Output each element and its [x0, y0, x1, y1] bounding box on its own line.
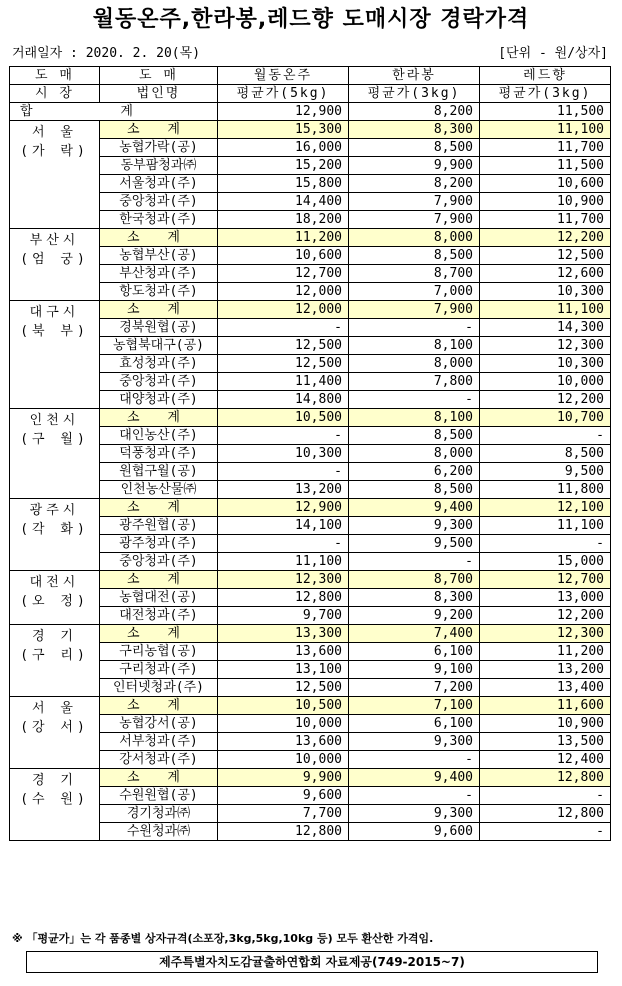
table-row [10, 733, 611, 751]
market-region-line: 경 기 [32, 629, 77, 644]
total-value: 11,500 [480, 103, 611, 121]
table-row [10, 355, 611, 373]
corp-name: 대양청과(주) [100, 391, 218, 409]
price-cell: 11,200 [480, 643, 611, 661]
corp-name: 중앙청과(주) [100, 373, 218, 391]
price-cell: 15,000 [480, 553, 611, 571]
subtotal-label: 소 계 [100, 769, 218, 787]
table-row [10, 517, 611, 535]
table-row [10, 373, 611, 391]
corp-name: 경기청과㈜ [100, 805, 218, 823]
market-region-line: (오 정) [20, 594, 89, 609]
market-region-line: 대구시 [29, 305, 80, 320]
price-cell: 11,500 [480, 157, 611, 175]
price-cell: 8,700 [349, 265, 480, 283]
table-row [10, 463, 611, 481]
corp-name: 중앙청과(주) [100, 193, 218, 211]
price-cell: - [349, 319, 480, 337]
market-region [10, 301, 100, 409]
header-price-1: 평균가(5kg) [218, 85, 349, 103]
subtotal-value: 12,100 [480, 499, 611, 517]
market-region-line: (각 화) [20, 522, 89, 537]
subtotal-label: 소 계 [100, 229, 218, 247]
total-row [10, 103, 611, 121]
corp-name: 강서청과(주) [100, 751, 218, 769]
price-cell: 9,300 [349, 805, 480, 823]
price-cell: - [480, 823, 611, 841]
total-value: 12,900 [218, 103, 349, 121]
price-cell: 8,100 [349, 337, 480, 355]
price-cell: 9,300 [349, 517, 480, 535]
trade-date: 거래일자 : 2020. 2. 20(목) [12, 46, 201, 61]
corp-name: 서울청과(주) [100, 175, 218, 193]
price-cell: 11,100 [480, 517, 611, 535]
price-cell: 10,900 [480, 193, 611, 211]
subtotal-row [10, 409, 611, 427]
subtotal-label: 소 계 [100, 301, 218, 319]
market-region-line: (구 월) [20, 432, 89, 447]
market-region-line: (강 서) [20, 720, 89, 735]
price-cell: 13,200 [218, 481, 349, 499]
header-product-1: 월동온주 [218, 67, 349, 85]
corp-name: 수원원협(공) [100, 787, 218, 805]
corp-name: 원협구월(공) [100, 463, 218, 481]
corp-name: 구리청과(주) [100, 661, 218, 679]
subtotal-row [10, 697, 611, 715]
table-row [10, 445, 611, 463]
subtotal-label: 소 계 [100, 697, 218, 715]
price-cell: 6,200 [349, 463, 480, 481]
corp-name: 인천농산물㈜ [100, 481, 218, 499]
market-region-line: 부산시 [29, 233, 80, 248]
market-region-line: (북 부) [20, 324, 89, 339]
corp-name: 효성청과(주) [100, 355, 218, 373]
table-row [10, 193, 611, 211]
subtotal-label: 소 계 [100, 571, 218, 589]
price-cell: 11,100 [218, 553, 349, 571]
subtotal-label: 소 계 [100, 499, 218, 517]
price-cell: - [349, 751, 480, 769]
corp-name: 항도청과(주) [100, 283, 218, 301]
price-cell: 8,500 [349, 427, 480, 445]
table-row [10, 157, 611, 175]
subtotal-value: 10,500 [218, 409, 349, 427]
corp-name: 광주원협(공) [100, 517, 218, 535]
price-cell: 6,100 [349, 643, 480, 661]
price-cell: 7,800 [349, 373, 480, 391]
subtotal-row [10, 229, 611, 247]
price-cell: 10,300 [480, 355, 611, 373]
price-cell: 12,500 [218, 337, 349, 355]
market-region-line: (엄 궁) [20, 252, 89, 267]
market-region-line: (구 리) [20, 648, 89, 663]
price-cell: - [480, 535, 611, 553]
market-region [10, 499, 100, 571]
market-region [10, 409, 100, 499]
price-cell: 13,600 [218, 643, 349, 661]
price-cell: - [218, 535, 349, 553]
price-cell: 9,700 [218, 607, 349, 625]
subtotal-value: 12,200 [480, 229, 611, 247]
price-cell: 10,000 [218, 715, 349, 733]
market-region-line: 대전시 [29, 575, 80, 590]
corp-name: 덕풍청과(주) [100, 445, 218, 463]
corp-name: 대인농산(주) [100, 427, 218, 445]
corp-name: 한국청과(주) [100, 211, 218, 229]
price-cell: 16,000 [218, 139, 349, 157]
price-cell: 12,700 [218, 265, 349, 283]
market-region [10, 229, 100, 301]
subtotal-value: 9,400 [349, 769, 480, 787]
subtotal-value: 10,500 [218, 697, 349, 715]
price-cell: 13,000 [480, 589, 611, 607]
market-region [10, 697, 100, 769]
price-cell: 11,800 [480, 481, 611, 499]
price-cell: 10,900 [480, 715, 611, 733]
table-row [10, 283, 611, 301]
price-cell: 8,500 [349, 481, 480, 499]
price-cell: - [218, 319, 349, 337]
price-cell: 18,200 [218, 211, 349, 229]
subtotal-value: 11,200 [218, 229, 349, 247]
price-cell: 14,800 [218, 391, 349, 409]
price-cell: 6,100 [349, 715, 480, 733]
table-row [10, 481, 611, 499]
price-cell: 10,000 [218, 751, 349, 769]
price-cell: 7,700 [218, 805, 349, 823]
corp-name: 구리농협(공) [100, 643, 218, 661]
subtotal-value: 12,700 [480, 571, 611, 589]
subtotal-value: 7,900 [349, 301, 480, 319]
market-region-line: (수 원) [20, 792, 89, 807]
subtotal-value: 12,300 [218, 571, 349, 589]
subtotal-value: 8,300 [349, 121, 480, 139]
price-cell: 11,700 [480, 211, 611, 229]
total-label: 합 계 [10, 103, 218, 121]
price-cell: - [218, 427, 349, 445]
subtotal-value: 10,700 [480, 409, 611, 427]
subtotal-value: 7,100 [349, 697, 480, 715]
price-cell: 8,500 [349, 139, 480, 157]
subtotal-value: 8,700 [349, 571, 480, 589]
corp-name: 광주청과(주) [100, 535, 218, 553]
subtotal-value: 8,100 [349, 409, 480, 427]
footnote: ※ 「평균가」는 각 품종별 상자규격(소포장,3kg,5kg,10kg 등) 모두 환산한 가격임. [12, 932, 434, 945]
market-region-line: 인천시 [29, 413, 80, 428]
price-cell: - [349, 553, 480, 571]
price-cell: 11,700 [480, 139, 611, 157]
page-title: 월동온주,한라봉,레드향 도매시장 경락가격 [92, 7, 530, 32]
subtotal-row [10, 571, 611, 589]
market-region-line: 서 울 [32, 701, 77, 716]
corp-name: 농협가락(공) [100, 139, 218, 157]
subtotal-label: 소 계 [100, 121, 218, 139]
subtotal-row [10, 499, 611, 517]
price-cell: 12,600 [480, 265, 611, 283]
price-cell: 8,200 [349, 175, 480, 193]
market-region [10, 121, 100, 229]
price-cell: 13,200 [480, 661, 611, 679]
header-corp-2: 법인명 [100, 85, 218, 103]
table-row [10, 715, 611, 733]
subtotal-value: 11,600 [480, 697, 611, 715]
market-region-line: 광주시 [29, 503, 80, 518]
table-row [10, 553, 611, 571]
table-row [10, 679, 611, 697]
price-cell: 13,100 [218, 661, 349, 679]
subtotal-row [10, 121, 611, 139]
unit-label: [단위 - 원/상자] [498, 46, 608, 61]
price-cell: 7,900 [349, 211, 480, 229]
price-cell: 9,600 [349, 823, 480, 841]
price-cell: 9,500 [349, 535, 480, 553]
source-credit: 제주특별자치도감귤출하연합회 자료제공(749-2015~7) [26, 951, 598, 973]
header-price-3: 평균가(3kg) [480, 85, 611, 103]
price-cell: 8,500 [349, 247, 480, 265]
table-row [10, 607, 611, 625]
subtotal-value: 15,300 [218, 121, 349, 139]
table-row [10, 535, 611, 553]
price-table [9, 66, 611, 841]
subtotal-value: 9,900 [218, 769, 349, 787]
market-region-line: 경 기 [32, 773, 77, 788]
price-cell: 13,500 [480, 733, 611, 751]
price-cell: 12,200 [480, 607, 611, 625]
corp-name: 농협강서(공) [100, 715, 218, 733]
price-cell: - [480, 427, 611, 445]
table-row [10, 427, 611, 445]
corp-name: 대전청과(주) [100, 607, 218, 625]
price-cell: 14,300 [480, 319, 611, 337]
price-cell: 10,000 [480, 373, 611, 391]
subtotal-label: 소 계 [100, 409, 218, 427]
price-cell: 9,900 [349, 157, 480, 175]
market-region-line: 서 울 [32, 125, 77, 140]
price-cell: 13,400 [480, 679, 611, 697]
price-cell: 12,800 [480, 805, 611, 823]
price-cell: 15,800 [218, 175, 349, 193]
subtotal-value: 9,400 [349, 499, 480, 517]
corp-name: 서부청과(주) [100, 733, 218, 751]
subtotal-value: 12,900 [218, 499, 349, 517]
price-cell: 13,600 [218, 733, 349, 751]
corp-name: 인터넷청과(주) [100, 679, 218, 697]
subtotal-value: 11,100 [480, 121, 611, 139]
table-row [10, 139, 611, 157]
price-cell: 9,500 [480, 463, 611, 481]
table-row [10, 337, 611, 355]
price-cell: 8,000 [349, 355, 480, 373]
table-row [10, 787, 611, 805]
price-cell: 12,500 [480, 247, 611, 265]
price-cell: 12,500 [218, 679, 349, 697]
table-row [10, 319, 611, 337]
price-cell: 9,100 [349, 661, 480, 679]
subtotal-value: 12,800 [480, 769, 611, 787]
header-price-2: 평균가(3kg) [349, 85, 480, 103]
price-cell: 10,600 [218, 247, 349, 265]
table-row [10, 823, 611, 841]
price-cell: 8,500 [480, 445, 611, 463]
subtotal-value: 12,300 [480, 625, 611, 643]
subtotal-value: 12,000 [218, 301, 349, 319]
table-row [10, 175, 611, 193]
subtotal-label: 소 계 [100, 625, 218, 643]
price-cell: 12,800 [218, 589, 349, 607]
price-cell: 11,400 [218, 373, 349, 391]
corp-name: 농협북대구(공) [100, 337, 218, 355]
price-cell: - [218, 463, 349, 481]
table-row [10, 805, 611, 823]
price-cell: 12,200 [480, 391, 611, 409]
subtotal-value: 11,100 [480, 301, 611, 319]
price-cell: 12,500 [218, 355, 349, 373]
price-cell: 9,200 [349, 607, 480, 625]
price-cell: 10,600 [480, 175, 611, 193]
price-cell: 12,000 [218, 283, 349, 301]
price-cell: 7,200 [349, 679, 480, 697]
corp-name: 수원청과㈜ [100, 823, 218, 841]
price-cell: - [349, 391, 480, 409]
table-row [10, 391, 611, 409]
subtotal-row [10, 625, 611, 643]
price-cell: 12,400 [480, 751, 611, 769]
subtotal-row [10, 301, 611, 319]
table-row [10, 265, 611, 283]
price-cell: - [480, 787, 611, 805]
corp-name: 중앙청과(주) [100, 553, 218, 571]
table-row [10, 643, 611, 661]
market-region [10, 625, 100, 697]
price-cell: 8,300 [349, 589, 480, 607]
corp-name: 농협부산(공) [100, 247, 218, 265]
market-region [10, 769, 100, 841]
corp-name: 동부팜청과㈜ [100, 157, 218, 175]
price-cell: 10,300 [218, 445, 349, 463]
price-cell: 10,300 [480, 283, 611, 301]
header-product-2: 한라봉 [349, 67, 480, 85]
price-cell: 9,600 [218, 787, 349, 805]
corp-name: 부산청과(주) [100, 265, 218, 283]
header-product-3: 레드향 [480, 67, 611, 85]
header-market: 도 매 [10, 67, 100, 85]
corp-name: 농협대전(공) [100, 589, 218, 607]
price-cell: 15,200 [218, 157, 349, 175]
market-region-line: (가 락) [20, 144, 89, 159]
table-row [10, 589, 611, 607]
subtotal-row [10, 769, 611, 787]
table-row [10, 751, 611, 769]
price-cell: 8,000 [349, 445, 480, 463]
corp-name: 경북원협(공) [100, 319, 218, 337]
subtotal-value: 8,000 [349, 229, 480, 247]
price-cell: - [349, 787, 480, 805]
price-cell: 12,300 [480, 337, 611, 355]
total-value: 8,200 [349, 103, 480, 121]
price-cell: 7,900 [349, 193, 480, 211]
table-row [10, 211, 611, 229]
header-market-2: 시 장 [10, 85, 100, 103]
price-cell: 9,300 [349, 733, 480, 751]
price-cell: 12,800 [218, 823, 349, 841]
price-cell: 14,400 [218, 193, 349, 211]
table-row [10, 247, 611, 265]
price-cell: 14,100 [218, 517, 349, 535]
header-corp: 도 매 [100, 67, 218, 85]
subtotal-value: 7,400 [349, 625, 480, 643]
subtotal-value: 13,300 [218, 625, 349, 643]
price-cell: 7,000 [349, 283, 480, 301]
table-row [10, 661, 611, 679]
market-region [10, 571, 100, 625]
